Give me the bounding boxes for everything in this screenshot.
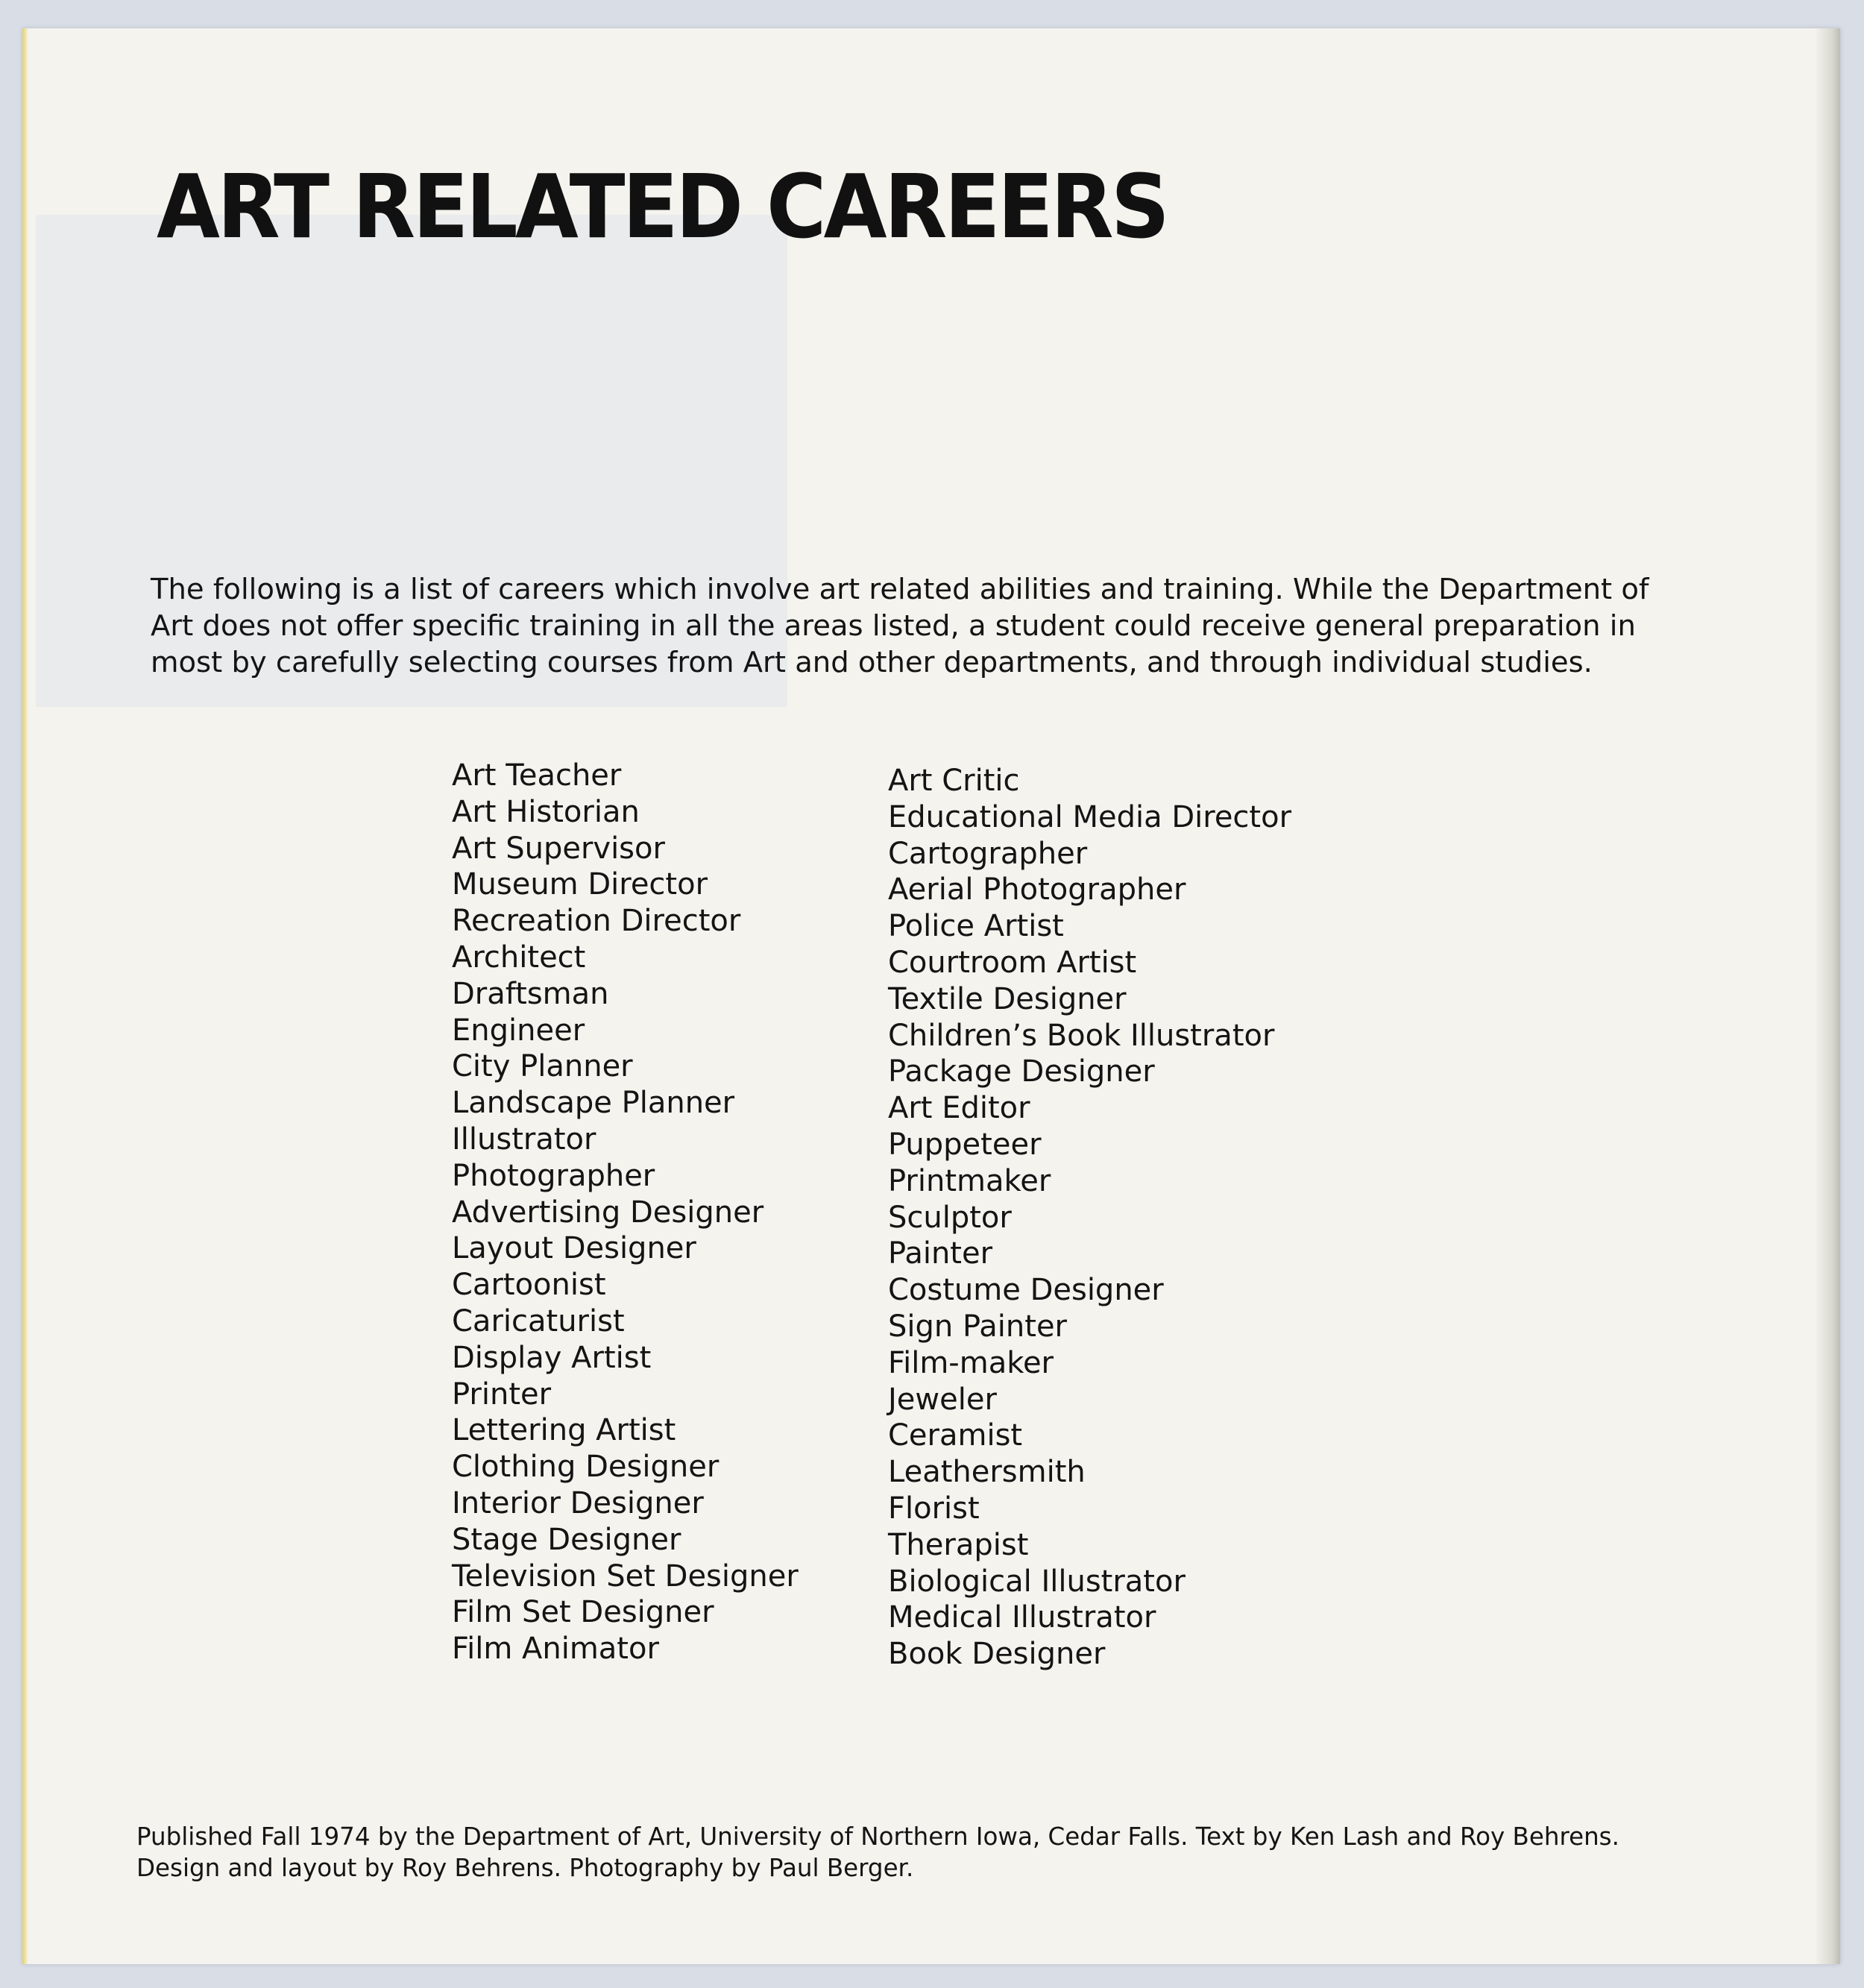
career-item: Sculptor (888, 1200, 1012, 1235)
career-item: Aerial Photographer (888, 872, 1186, 908)
career-item: Puppeteer (888, 1127, 1042, 1162)
career-item: Ceramist (888, 1418, 1023, 1453)
career-item: Leathersmith (888, 1455, 1086, 1490)
career-item: Layout Designer (452, 1231, 696, 1266)
career-item: Book Designer (888, 1637, 1106, 1672)
career-item: Painter (888, 1236, 993, 1271)
career-item: Recreation Director (452, 904, 741, 939)
career-item: Jeweler (888, 1382, 997, 1417)
career-item: Costume Designer (888, 1273, 1164, 1308)
career-item: Advertising Designer (452, 1195, 764, 1230)
career-item: Textile Designer (888, 981, 1127, 1016)
career-item: Architect (452, 940, 586, 975)
career-item: Illustrator (452, 1122, 596, 1157)
career-item: Display Artist (452, 1340, 652, 1375)
career-item: Film Animator (452, 1632, 659, 1667)
careers-list-right (888, 763, 1291, 1673)
career-item: Art Supervisor (452, 831, 665, 866)
career-item: Cartoonist (452, 1268, 606, 1303)
career-item: Film-maker (888, 1345, 1054, 1380)
career-item: Art Historian (452, 794, 640, 829)
career-item: Art Critic (888, 764, 1020, 798)
publication-credits: Published Fall 1974 by the Department of Art, University of Northern Iowa, Cedar Falls. Text by Ken Lash and Roy Behrens. Design and layout by Roy Behrens. Photography by Paul Berger. (136, 1822, 1619, 1882)
career-item: Therapist (888, 1527, 1029, 1562)
career-item: Photographer (452, 1158, 655, 1193)
career-item: Package Designer (888, 1054, 1155, 1089)
career-item: Police Artist (888, 909, 1064, 944)
career-item: Medical Illustrator (888, 1600, 1156, 1635)
career-item: Children’s Book Illustrator (888, 1018, 1275, 1053)
career-item: Florist (888, 1491, 980, 1526)
booklet-page (22, 28, 1840, 1964)
career-item: Engineer (452, 1013, 585, 1048)
career-item: Clothing Designer (452, 1450, 720, 1485)
careers-list-left (452, 758, 799, 1667)
page-curl-edge (1815, 28, 1840, 1964)
career-item: Television Set Designer (452, 1558, 799, 1594)
career-item: Film Set Designer (452, 1595, 714, 1630)
career-item: Sign Painter (888, 1309, 1067, 1344)
career-item: Cartographer (888, 836, 1088, 871)
career-item: Art Editor (888, 1091, 1030, 1126)
page-title: ART RELATED CAREERS (157, 155, 1168, 258)
career-item: Art Teacher (452, 758, 622, 793)
career-item: Stage Designer (452, 1522, 681, 1557)
career-item: Interior Designer (452, 1485, 704, 1520)
career-item: Landscape Planner (452, 1086, 735, 1121)
career-item: City Planner (452, 1049, 633, 1084)
career-item: Caricaturist (452, 1303, 625, 1339)
career-item: Draftsman (452, 976, 609, 1011)
career-item: Printer (452, 1377, 552, 1412)
career-item: Biological Illustrator (888, 1564, 1186, 1599)
career-item: Printmaker (888, 1163, 1051, 1198)
career-item: Museum Director (452, 867, 708, 902)
career-item: Educational Media Director (888, 799, 1292, 834)
intro-paragraph: The following is a list of careers which involve art related abilities and training. While the Department of Art does not offer specific training in all the areas listed, a student could receive general preparation in most by carefully selecting courses from Art and other departments, and through individual studies. (151, 573, 1649, 679)
career-item: Lettering Artist (452, 1413, 676, 1448)
page-binding-edge (22, 28, 28, 1964)
career-item: Courtroom Artist (888, 945, 1137, 980)
